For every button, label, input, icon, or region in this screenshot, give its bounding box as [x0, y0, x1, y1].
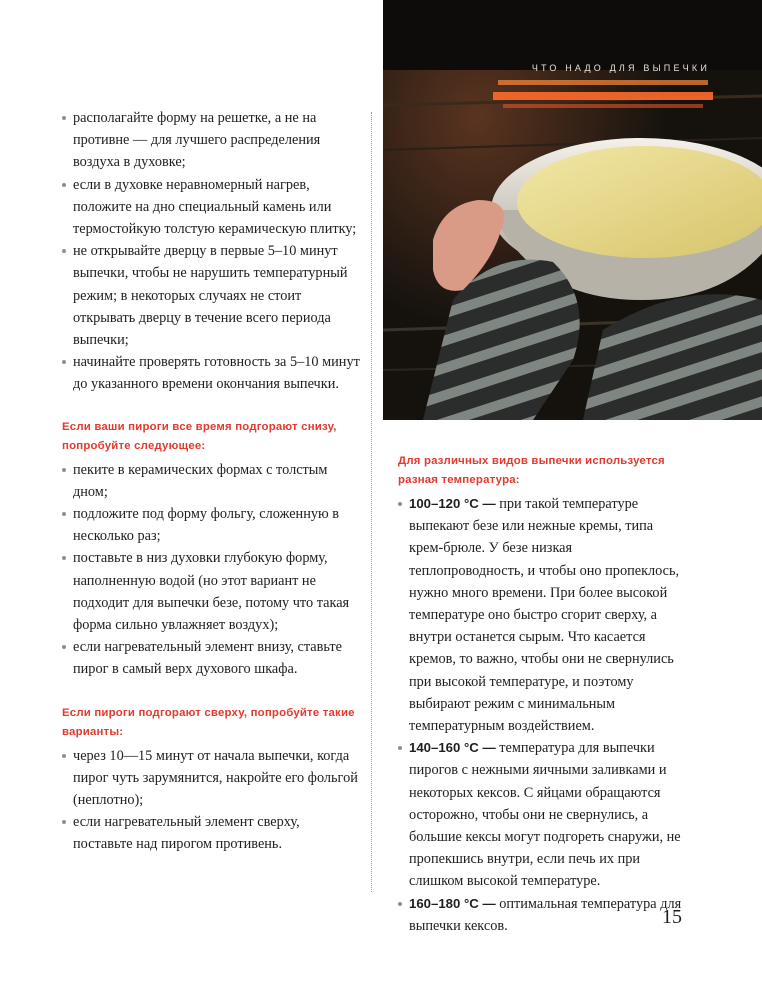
list-item: если в духовке неравномерный нагрев, положите на дно специальный камень или термостойкую толстую керамическую плитку; [62, 174, 362, 241]
list-item: через 10—15 минут от начала выпечки, когда пирог чуть зарумянится, накройте его фольгой (неплотно); [62, 745, 362, 812]
running-head: ЧТО НАДО ДЛЯ ВЫПЕЧКИ [531, 63, 710, 73]
temperature-text: температура для выпечки пирогов с нежными яичными заливками и некоторых кексов. С яйцами обращаются осторожно, чтобы они не свернулись, а большие кексы могут подгореть снаружи, не пропекшись внутри, если печь их при слишком высокой температуре. [409, 740, 681, 890]
left-column [62, 107, 362, 856]
temperature-item [398, 893, 688, 937]
list-item: располагайте форму на решетке, а не на противне — для лучшего распределения воздуха в духовке; [62, 107, 362, 174]
bottom-burn-list [62, 459, 362, 681]
temperature-text: оптимальная температура для выпечки кексов. [409, 895, 682, 934]
temperature-list [398, 493, 688, 937]
intro-list [62, 107, 362, 396]
list-item: не открывайте дверцу в первые 5–10 минут выпечки, чтобы не нарушить температурный режим; в некоторых случаях не стоит открывать дверцу в течение всего периода выпечки; [62, 240, 362, 351]
list-item: если нагревательный элемент внизу, ставьте пирог в самый верх духового шкафа. [62, 636, 362, 680]
top-burn-heading: Если пироги подгорают сверху, попробуйте такие варианты: [62, 706, 355, 738]
temperature-text: при такой температуре выпекают безе или нежные кремы, типа крем-брюле. У безе низкая теплопроводность, и чтобы оно пропеклось, нужно много времени. При более высокой температуре оно быстро сгорит сверху, а внутри останется сырым. Что касается кремов, то важно, чтобы они не свернулись при высокой температуре, и поэтому выбирают режим с минимальным температурным воздействием. [409, 496, 680, 735]
page-number: 15 [662, 906, 682, 928]
right-column [398, 452, 688, 937]
top-burn-list [62, 745, 362, 856]
temperature-range: 160–180 °С — [409, 895, 496, 911]
list-item: начинайте проверять готовность за 5–10 минут до указанного времени окончания выпечки. [62, 351, 362, 395]
list-item: поставьте в низ духовки глубокую форму, наполненную водой (но этот вариант не подходит для выпечки безе, потому что такая форма сильно увлажняет воздух); [62, 547, 362, 636]
temperature-range: 140–160 °С — [409, 740, 496, 756]
list-item: пеките в керамических формах с толстым дном; [62, 459, 362, 503]
temperature-item [398, 493, 688, 737]
bottom-burn-heading: Если ваши пироги все время подгорают снизу, попробуйте следующее: [62, 420, 337, 452]
temperature-range: 100–120 °С — [409, 496, 496, 511]
temperature-item [398, 737, 688, 892]
list-item: подложите под форму фольгу, сложенную в несколько раз; [62, 503, 362, 547]
temperature-heading: Для различных видов выпечки используется разная температура: [398, 455, 665, 486]
column-divider [371, 112, 372, 892]
list-item: если нагревательный элемент сверху, поставьте над пирогом противень. [62, 811, 362, 855]
